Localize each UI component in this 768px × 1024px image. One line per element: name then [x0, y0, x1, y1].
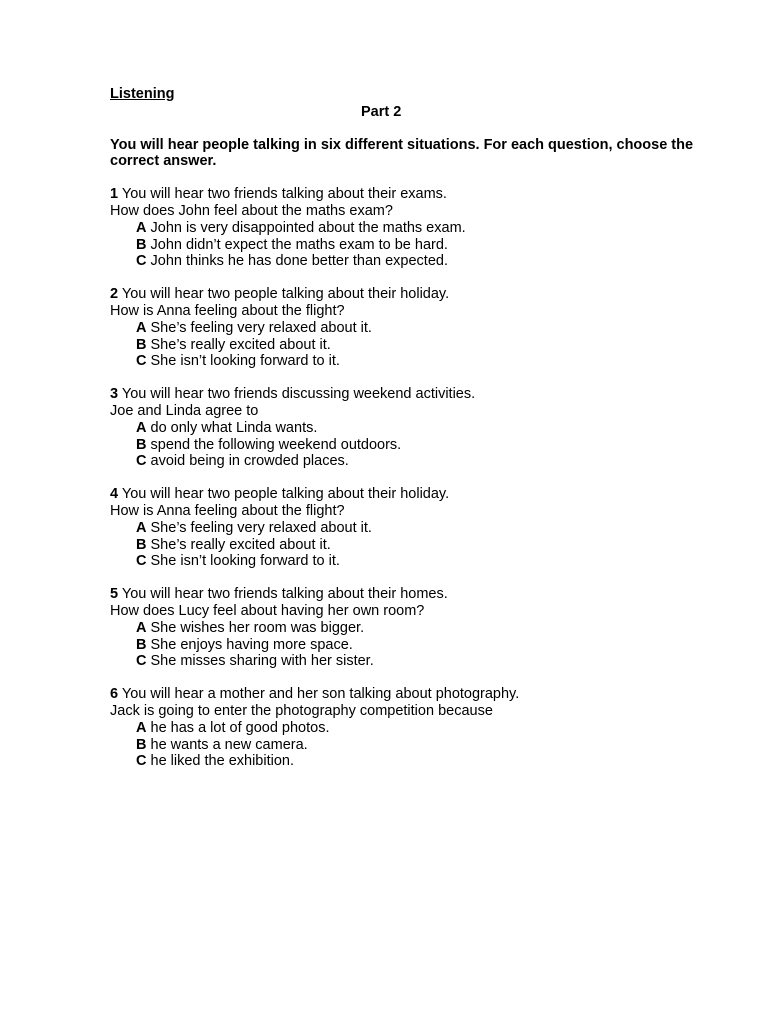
- question-context-text: You will hear two friends discussing weekend activities.: [121, 386, 476, 403]
- question-stem: Jack is going to enter the photography competition because: [110, 702, 493, 719]
- question-context-text: You will hear two people talking about their holiday.: [121, 286, 450, 303]
- option-text: She misses sharing with her sister.: [150, 653, 374, 670]
- option-a: [136, 220, 710, 237]
- question-list: [110, 186, 710, 770]
- option-text: She’s feeling very relaxed about it.: [150, 319, 372, 336]
- option-letter: A: [136, 619, 147, 636]
- option-letter: B: [136, 436, 147, 453]
- option-text: She’s really excited about it.: [150, 536, 331, 553]
- question-context: [110, 286, 710, 303]
- option-b: [136, 337, 710, 354]
- option-text: avoid being in crowded places.: [150, 453, 349, 470]
- option-b: [136, 437, 710, 454]
- option-letter: C: [136, 653, 147, 670]
- question-context-text: You will hear a mother and her son talking about photography.: [121, 686, 520, 703]
- option-text: spend the following weekend outdoors.: [150, 436, 402, 453]
- question-number: 2: [110, 286, 119, 303]
- question-context: [110, 586, 710, 603]
- option-a: [136, 320, 710, 337]
- option-text: he wants a new camera.: [150, 736, 308, 753]
- option-letter: B: [136, 336, 147, 353]
- option-letter: A: [136, 319, 147, 336]
- option-letter: A: [136, 219, 147, 236]
- option-letter: C: [136, 453, 147, 470]
- option-b: [136, 537, 710, 554]
- option-letter: A: [136, 419, 147, 436]
- answer-options: [110, 220, 710, 270]
- part-title: Part 2: [361, 103, 402, 120]
- question-context: [110, 686, 710, 703]
- option-letter: C: [136, 553, 147, 570]
- question-stem: How does John feel about the maths exam?: [110, 202, 393, 219]
- answer-options: [110, 320, 710, 370]
- option-c: [136, 753, 710, 770]
- question-context-text: You will hear two people talking about their holiday.: [121, 486, 450, 503]
- question-1: [110, 186, 710, 270]
- option-c: [136, 453, 710, 470]
- question-context-text: You will hear two friends talking about their homes.: [121, 586, 448, 603]
- question-number: 3: [110, 386, 119, 403]
- option-letter: B: [136, 636, 147, 653]
- option-letter: A: [136, 719, 147, 736]
- section-title: Listening: [110, 86, 175, 102]
- option-b: [136, 737, 710, 754]
- question-stem: How does Lucy feel about having her own room?: [110, 602, 425, 619]
- option-a: [136, 620, 710, 637]
- question-context: [110, 386, 710, 403]
- option-text: She’s feeling very relaxed about it.: [150, 519, 372, 536]
- question-number: 6: [110, 686, 119, 703]
- option-letter: C: [136, 353, 147, 370]
- option-text: he has a lot of good photos.: [150, 719, 330, 736]
- question-stem: How is Anna feeling about the flight?: [110, 502, 345, 519]
- question-number: 4: [110, 486, 119, 503]
- option-text: She isn’t looking forward to it.: [150, 553, 340, 570]
- option-letter: B: [136, 536, 147, 553]
- option-letter: C: [136, 253, 147, 270]
- question-number: 1: [110, 186, 119, 203]
- option-text: John is very disappointed about the maths exam.: [150, 219, 466, 236]
- worksheet-page: [110, 86, 710, 770]
- option-text: She isn’t looking forward to it.: [150, 353, 340, 370]
- option-text: She enjoys having more space.: [150, 636, 353, 653]
- option-a: [136, 720, 710, 737]
- option-text: She’s really excited about it.: [150, 336, 331, 353]
- answer-options: [110, 520, 710, 570]
- option-letter: B: [136, 236, 147, 253]
- option-text: he liked the exhibition.: [150, 753, 295, 770]
- option-b: [136, 237, 710, 254]
- question-number: 5: [110, 586, 119, 603]
- option-c: [136, 553, 710, 570]
- option-letter: A: [136, 519, 147, 536]
- option-text: John didn’t expect the maths exam to be hard.: [150, 236, 448, 253]
- question-context-text: You will hear two friends talking about their exams.: [121, 186, 447, 203]
- instructions: You will hear people talking in six different situations. For each question, choose the correct answer.: [110, 136, 694, 170]
- question-stem: How is Anna feeling about the flight?: [110, 302, 345, 319]
- option-b: [136, 637, 710, 654]
- option-text: John thinks he has done better than expected.: [150, 253, 448, 270]
- question-4: [110, 486, 710, 570]
- option-letter: B: [136, 736, 147, 753]
- answer-options: [110, 420, 710, 470]
- option-c: [136, 653, 710, 670]
- option-c: [136, 253, 710, 270]
- option-a: [136, 420, 710, 437]
- option-a: [136, 520, 710, 537]
- option-text: do only what Linda wants.: [150, 419, 318, 436]
- question-stem: Joe and Linda agree to: [110, 402, 259, 419]
- option-c: [136, 353, 710, 370]
- question-5: [110, 586, 710, 670]
- question-2: [110, 286, 710, 370]
- question-context: [110, 186, 710, 203]
- question-3: [110, 386, 710, 470]
- option-letter: C: [136, 753, 147, 770]
- option-text: She wishes her room was bigger.: [150, 619, 365, 636]
- answer-options: [110, 720, 710, 770]
- question-context: [110, 486, 710, 503]
- answer-options: [110, 620, 710, 670]
- question-6: [110, 686, 710, 770]
